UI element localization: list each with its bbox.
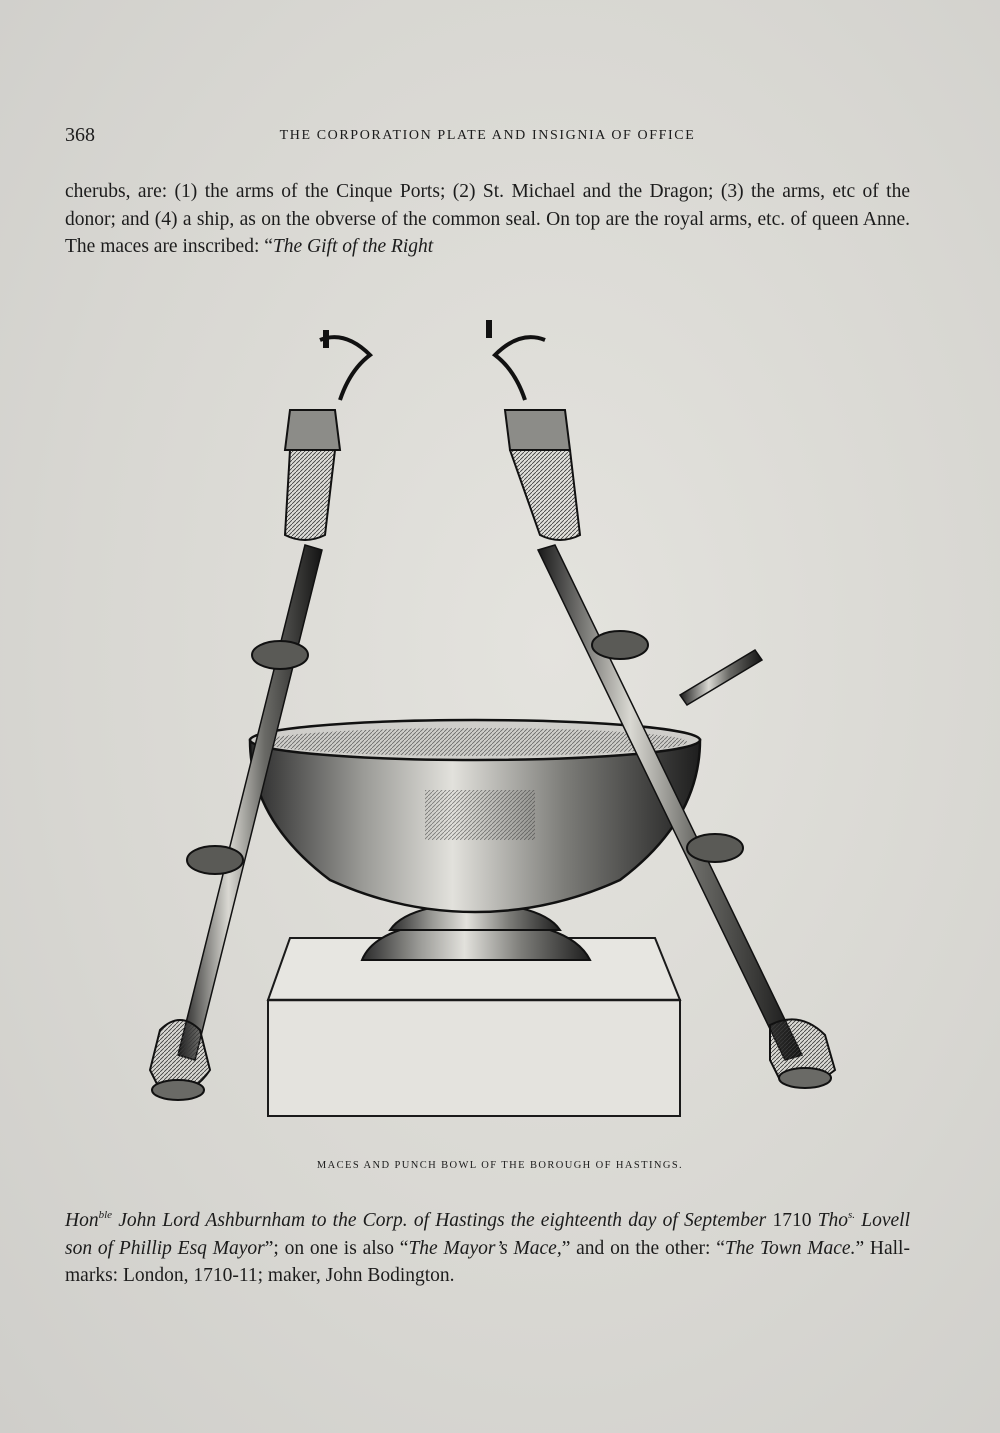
superscript-s: s.: [848, 1209, 856, 1221]
italic-inscription-b: Lovell son of Phillip Esq Mayor: [65, 1210, 910, 1259]
running-head: THE CORPORATION PLATE AND INSIGNIA OF OFFICE: [279, 128, 696, 143]
italic-town-mace: The Town Mace.: [724, 1237, 856, 1259]
plinth: [268, 938, 680, 1116]
paragraph-text: cherubs, are: (1) the arms of the Cinque Ports; (2) St. Michael and the Dragon; (3) the arms, etc of the donor; and (4) a ship, as on the obverse of the common seal. On top are the royal arms, etc. of queen Anne. The maces are inscribed: “: [65, 181, 910, 257]
year-text: 1710: [766, 1210, 818, 1231]
figure-caption: MACES AND PUNCH BOWL OF THE BOROUGH OF HASTINGS.: [316, 1160, 684, 1171]
italic-mayors-mace: The Mayor’s Mace,: [408, 1237, 562, 1259]
text-b: ” and on the other: “: [561, 1237, 725, 1259]
page-number: 368: [65, 124, 95, 146]
italic-thos: Tho: [817, 1210, 849, 1231]
italic-hon: Hon: [65, 1210, 99, 1231]
superscript-ble: ble: [98, 1209, 113, 1221]
italic-inscription-a: John Lord Ashburnham to the Corp. of Hastings the eighteenth day of September: [112, 1210, 767, 1231]
paragraph-top: [65, 178, 910, 261]
text-c: ” Hall-marks: London, 1710-11; maker, John Bodington.: [65, 1237, 910, 1286]
page-header: [65, 124, 910, 154]
italic-inscription: The Gift of the Right: [272, 236, 434, 257]
punch-bowl: [250, 720, 700, 960]
paragraph-bottom: [65, 1207, 910, 1290]
text-a: ”; on one is also “: [264, 1237, 409, 1259]
engraving-maces-and-punch-bowl: [100, 300, 880, 1150]
